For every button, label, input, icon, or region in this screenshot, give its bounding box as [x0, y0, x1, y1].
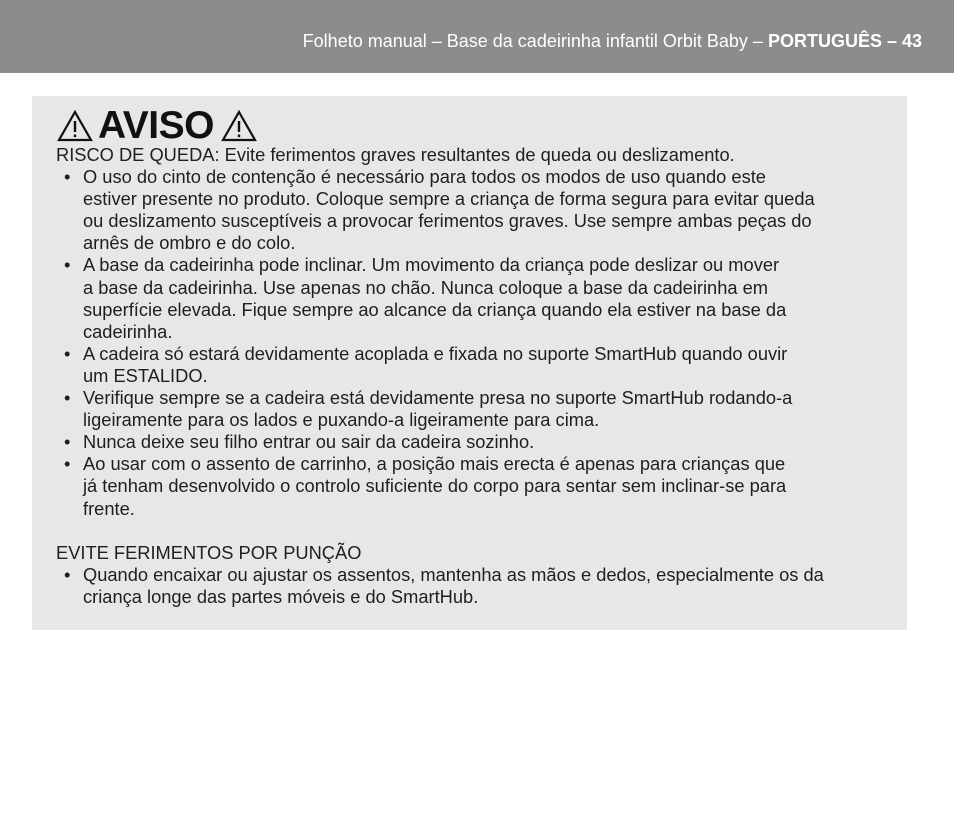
warning-triangle-icon	[56, 109, 94, 143]
warning-box	[32, 96, 907, 630]
spacer	[56, 520, 916, 542]
item-line: A cadeira só estará devidamente acoplada e fixada no suporte SmartHub quando ouvir	[83, 342, 788, 364]
item-line: criança longe das partes móveis e do SmartHub.	[83, 585, 479, 607]
list-item	[56, 387, 916, 431]
item-line: frente.	[83, 497, 135, 519]
bullet-icon: •	[64, 342, 71, 364]
item-line: Ao usar com o assento de carrinho, a posição mais erecta é apenas para crianças que	[83, 453, 786, 475]
item-line: Verifique sempre se a cadeira está devidamente presa no suporte SmartHub rodando-a	[83, 387, 793, 409]
list-item	[56, 431, 916, 453]
puncture-list	[56, 564, 916, 608]
list-item	[56, 343, 916, 387]
bullet-icon: •	[64, 166, 71, 188]
bullet-icon: •	[64, 453, 71, 475]
header-language-page: PORTUGUÊS – 43	[767, 31, 922, 51]
fall-risk-heading: RISCO DE QUEDA: Evite ferimentos graves resultantes de queda ou deslizamento.	[56, 144, 735, 165]
header-title: Folheto manual – Base da cadeirinha infantil Orbit Baby –	[302, 31, 768, 51]
fall-risk-list	[56, 166, 916, 520]
bullet-icon: •	[64, 563, 71, 585]
item-line: já tenham desenvolvido o controlo suficiente do corpo para sentar sem inclinar-se para	[83, 475, 787, 497]
item-line: Quando encaixar ou ajustar os assentos, mantenha as mãos e dedos, especialmente os da	[83, 563, 824, 585]
item-line: um ESTALIDO.	[83, 364, 208, 386]
item-line: estiver presente no produto. Coloque sempre a criança de forma segura para evitar queda	[83, 188, 815, 210]
list-item	[56, 453, 916, 519]
item-line: superfície elevada. Fique sempre ao alcance da criança quando ela estiver na base da	[83, 298, 787, 320]
warning-triangle-icon	[220, 109, 258, 143]
item-line: cadeirinha.	[83, 320, 173, 342]
list-item	[56, 254, 916, 342]
bullet-icon: •	[64, 387, 71, 409]
warning-title-text: AVISO	[98, 104, 214, 147]
item-line: arnês de ombro e do colo.	[83, 232, 296, 254]
list-item	[56, 166, 916, 254]
item-line: a base da cadeirinha. Use apenas no chão. Nunca coloque a base da cadeirinha em	[83, 276, 769, 298]
warning-content	[56, 144, 916, 608]
item-line: ou deslizamento susceptíveis a provocar ferimentos graves. Use sempre ambas peças do	[83, 210, 812, 232]
warning-title	[56, 104, 258, 148]
item-line: A base da cadeirinha pode inclinar. Um movimento da criança pode deslizar ou mover	[83, 254, 780, 276]
running-header	[303, 30, 922, 52]
item-line: ligeiramente para os lados e puxando-a ligeiramente para cima.	[83, 409, 600, 431]
item-line: O uso do cinto de contenção é necessário para todos os modos de uso quando este	[83, 166, 766, 188]
list-item	[56, 564, 916, 608]
bullet-icon: •	[64, 254, 71, 276]
item-line: Nunca deixe seu filho entrar ou sair da cadeira sozinho.	[83, 431, 535, 453]
bullet-icon: •	[64, 431, 71, 453]
page-header	[0, 0, 954, 73]
puncture-heading: EVITE FERIMENTOS POR PUNÇÃO	[56, 541, 362, 563]
